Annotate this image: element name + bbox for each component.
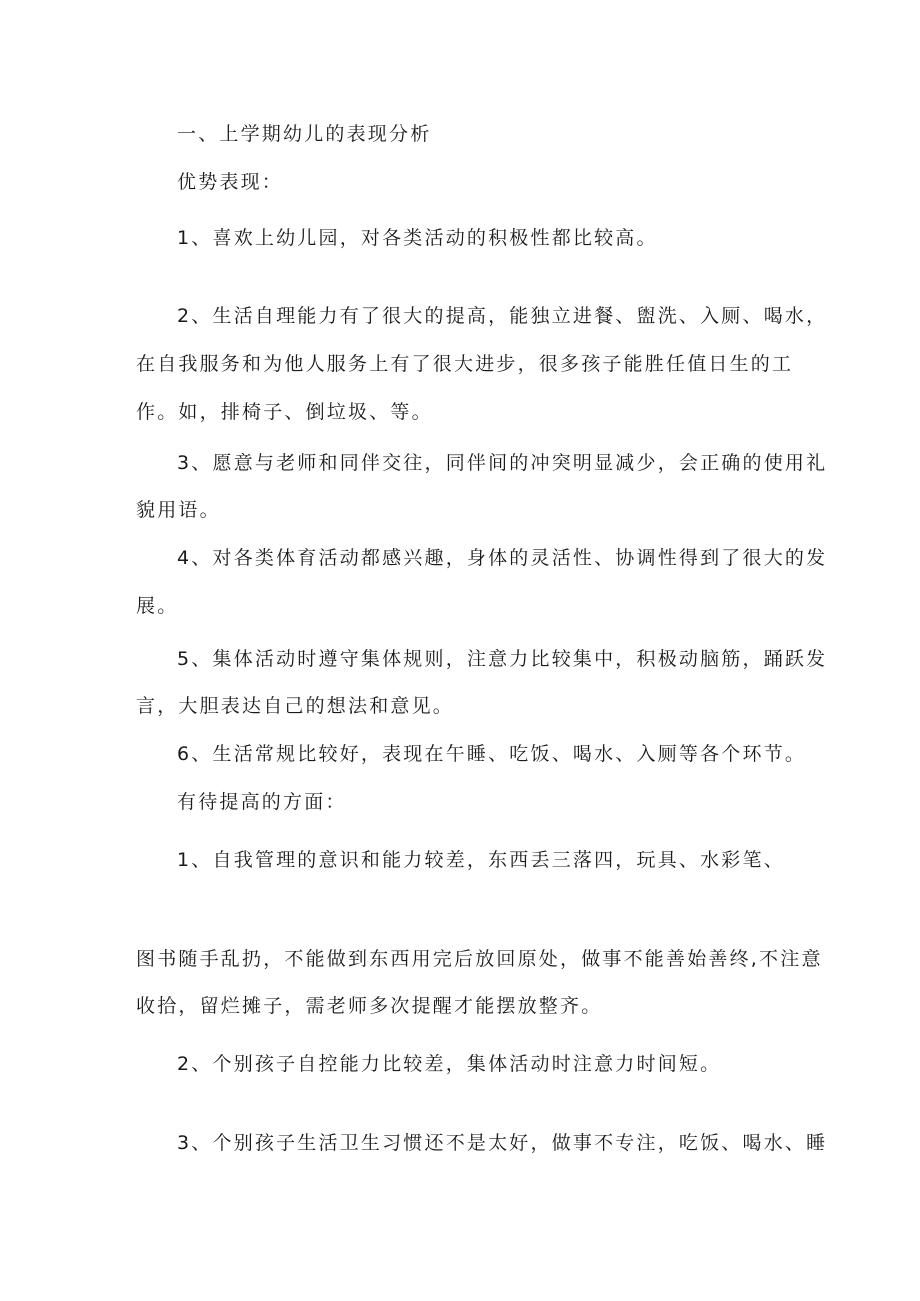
- strength-item-2-line-3: 作。如，排椅子、倒垃圾、等。: [136, 401, 433, 423]
- improvements-label: 有待提高的方面：: [177, 791, 347, 813]
- improvement-item-1-line-2: 图书随手乱扔，不能做到东西用完后放回原处，做事不能善始善终,不注意: [136, 948, 823, 970]
- strength-item-1-line-1: 1、喜欢上幼儿园，对各类活动的积极性都比较高。: [177, 227, 658, 249]
- strength-item-4-line-1: 4、对各类体育活动都感兴趣，身体的灵活性、协调性得到了很大的发: [177, 547, 828, 569]
- strength-item-2-line-2: 在自我服务和为他人服务上有了很大进步，很多孩子能胜任值日生的工: [136, 353, 794, 375]
- strength-item-5-line-2: 言，大胆表达自己的想法和意见。: [136, 695, 455, 717]
- strength-item-3-line-1: 3、愿意与老师和同伴交往，同伴间的冲突明显减少，会正确的使用礼: [177, 452, 828, 474]
- section-heading: 一、上学期幼儿的表现分析: [177, 123, 432, 145]
- strength-item-3-line-2: 貌用语。: [136, 499, 221, 521]
- improvement-item-2-line-1: 2、个别孩子自控能力比较差，集体活动时注意力时间短。: [177, 1053, 722, 1075]
- strength-item-6-line-1: 6、生活常规比较好，表现在午睡、吃饭、喝水、入厕等各个环节。: [177, 743, 807, 765]
- strength-item-5-line-1: 5、集体活动时遵守集体规则，注意力比较集中，积极动脑筋，踊跃发: [177, 648, 828, 670]
- improvement-item-3-line-1: 3、个别孩子生活卫生习惯还不是太好，做事不专注，吃饭、喝水、睡: [177, 1132, 828, 1154]
- strength-item-4-line-2: 展。: [136, 595, 179, 617]
- improvement-item-1-line-1: 1、自我管理的意识和能力较差，东西丢三落四，玩具、水彩笔、: [177, 849, 785, 871]
- improvement-item-1-line-3: 收拾，留烂摊子，需老师多次提醒才能摆放整齐。: [136, 995, 603, 1017]
- strengths-label: 优势表现：: [177, 171, 284, 193]
- strength-item-2-line-1: 2、生活自理能力有了很大的提高，能独立进餐、盥洗、入厕、喝水，: [177, 305, 828, 327]
